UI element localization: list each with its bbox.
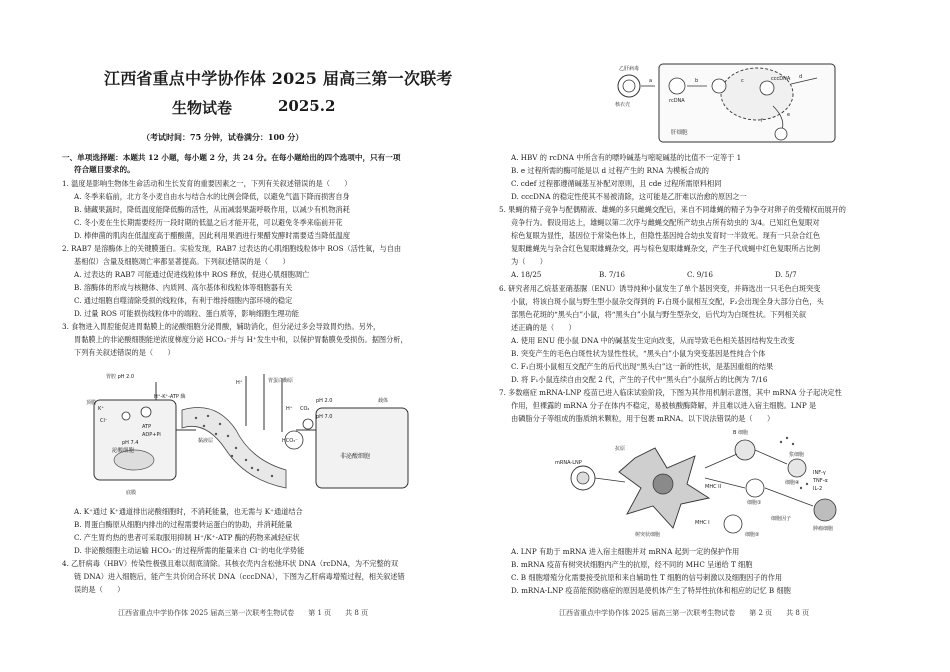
label-acid-cell: 泌酸细胞 bbox=[112, 448, 135, 454]
q1-option-c: C. 冬小麦在生长期需要经历一段时期的低温之后才能开花，可以避免冬季来临前开花 bbox=[74, 218, 343, 227]
q5-stem-cont: 竞争行为。假设用达上，雄蝇以第二次序与雌蝇交配所产幼虫占所有幼虫的 3/4。已知红色复眼对 bbox=[511, 218, 820, 227]
label-il2: IL-2 bbox=[813, 486, 823, 492]
label-rcdna: rcDNA bbox=[669, 98, 685, 104]
label-nucleocapsid: 核衣壳 bbox=[615, 102, 631, 108]
footer-page-2: 江西省重点中学协作体 2025 届高三第一次联考生物试卷 第 2 页 共 8 页 bbox=[559, 609, 810, 617]
q6-option-a: A. 使用 ENU 使小鼠 DNA 中的碱基发生定向改变，从而导致毛色相关基因结构发生改变 bbox=[511, 336, 795, 345]
label-step-a: a bbox=[649, 78, 653, 84]
label-carrier: 载体 bbox=[378, 398, 389, 404]
label-k: K⁺ bbox=[98, 406, 104, 412]
q5-option-c: C. 9/16 bbox=[687, 270, 713, 279]
label-cell1: 细胞① bbox=[747, 500, 762, 506]
label-co2: CO₂ bbox=[300, 406, 310, 412]
label-hco3: HCO₃⁻ bbox=[282, 438, 298, 444]
q2-option-c: C. 通过细胞自噬清除受损的线粒体，有利于维持细胞内部环境的稳定 bbox=[74, 296, 293, 305]
label-cl: Cl⁻ bbox=[100, 418, 108, 424]
section-heading: 一、单项选择题：本题共 12 小题，每小题 2 分，共 24 分。在每小题给出的四个选项中，只有一项 bbox=[62, 153, 401, 162]
q3-option-b: B. 胃蛋白酶原从细胞内排出的过程需要转运蛋白的协助，并消耗能量 bbox=[74, 520, 293, 529]
stomach-cell-figure bbox=[86, 370, 422, 498]
label-ph7: pH 7.0 bbox=[316, 414, 333, 420]
q5-stem-cont4: 为（ ） bbox=[511, 257, 547, 266]
q4-option-c: C. cdef 过程都遵循碱基互补配对原则，且 cde 过程所需原料相同 bbox=[511, 179, 722, 188]
label-cell2: 细胞② bbox=[745, 532, 760, 538]
q4-option-d: D. cccDNA 的稳定性使其不易被清除，这可能是乙肝难以治愈的原因之一 bbox=[511, 192, 747, 201]
label-ph2: pH 2.0 bbox=[316, 398, 333, 404]
label-pepsinogen: 胃蛋白酶原 bbox=[268, 378, 294, 384]
q3-option-a: A. K⁺通过 K⁺通道排出泌酸细胞时，不消耗能量，也无需与 K⁺通道结合 bbox=[74, 507, 303, 516]
q4-stem-cont2: 误的是（ ） bbox=[74, 585, 125, 594]
label-b-cell: B 细胞 bbox=[733, 430, 749, 436]
label-apical: 顶膜 bbox=[86, 400, 97, 406]
q4-option-a: A. HBV 的 rcDNA 中所含有的嘌呤碱基与嘧啶碱基的比值不一定等于 1 bbox=[511, 153, 742, 162]
q7-option-d: D. mRNA-LNP 疫苗能预防癌症的原因是使机体产生了特异性抗体和相应的记忆 B 细胞 bbox=[511, 586, 791, 595]
label-step-f: f bbox=[761, 118, 763, 124]
label-step-e: e bbox=[787, 112, 791, 118]
exam-info: （考试时间：75 分钟，试卷满分：100 分） bbox=[142, 132, 304, 142]
label-cytokine: 细胞因子 bbox=[771, 516, 792, 522]
label-step-d: d bbox=[799, 74, 803, 80]
q6-stem-cont2: 部黑色花斑的“黑头白”小鼠，将“黑头白”小鼠与野生型杂交，后代均为白斑性状。下列相关叙 bbox=[511, 310, 807, 319]
q6-option-d: D. 将 F₁小鼠连续自由交配 2 代，产生的子代中“黑头白”小鼠所占的比例为 7/16 bbox=[511, 375, 768, 384]
q1-stem: 1. 温度是影响生物体生命活动和生长发育的重要因素之一，下列有关叙述错误的是（ ） bbox=[62, 179, 352, 188]
q1-option-b: B. 储藏果蔬时，降低温度能降低酶的活性，从而减弱果蔬呼吸作用，以减少有机物消耗 bbox=[74, 205, 350, 214]
q4-stem-cont: 链 DNA）进入细胞后，能产生共价闭合环状 DNA（cccDNA），下图为乙肝病毒增殖过程，相关叙述错 bbox=[74, 572, 405, 581]
label-hbv: 乙肝病毒 bbox=[619, 66, 640, 72]
label-hepatocyte: 肝细胞 bbox=[671, 130, 688, 136]
q7-option-c: C. B 细胞增殖分化需要接受抗原和来自辅助性 T 细胞的信号刺激以及细胞因子的作用 bbox=[511, 573, 783, 582]
label-adp: ADP+Pi bbox=[142, 432, 161, 438]
label-cell4: 细胞④ bbox=[785, 480, 800, 486]
q1-option-d: D. 棒伸菌的肌肉在低温度高于醋酸菌，因此利用果酒进行果醋发酵时需要适当降低温度 bbox=[74, 231, 351, 240]
label-plasma: 浆细胞 bbox=[789, 452, 805, 458]
label-mrna-lnp: mRNA-LNP bbox=[555, 460, 582, 466]
q2-stem: 2. RAB7 是溶酶体上的关键膜蛋白。实验发现，RAB7 过表达的心肌细胞线粒体中 ROS（活性氧，与自由 bbox=[62, 244, 402, 253]
exam-subject: 生物试卷 bbox=[172, 99, 233, 117]
q7-option-a: A. LNP 有助于 mRNA 进入宿主细胞并对 mRNA 起到一定的保护作用 bbox=[511, 547, 740, 556]
label-atp: ATP bbox=[142, 424, 152, 430]
q6-stem-cont3: 述正确的是（ ） bbox=[511, 323, 576, 332]
q2-option-d: D. 过量 ROS 可能损伤线粒体中的端粒、蛋白质等，影响细胞生理功能 bbox=[74, 309, 299, 318]
q2-option-a: A. 过表达的 RAB7 可能通过促进线粒体中 ROS 释放，促进心肌细胞凋亡 bbox=[74, 270, 310, 279]
label-antigen: 抗原 bbox=[615, 446, 626, 452]
label-dendritic: 树突状细胞 bbox=[635, 532, 661, 538]
exam-date: 2025.2 bbox=[278, 97, 336, 115]
q3-stem-cont: 胃黏膜上的非泌酸细胞能逆浓度梯度分泌 HCO₃⁻并与 H⁺发生中和，以保护胃黏膜免受损伤。据图分析， bbox=[74, 335, 408, 344]
q6-option-c: C. F₁白斑小鼠相互交配产生的后代出现“黑头白”这一新的性状，是基因重组的结果 bbox=[511, 362, 774, 371]
q5-option-d: D. 5/7 bbox=[775, 270, 797, 279]
q5-stem: 5. 果蝇的精子竞争与配偶精液、雄蝇的多只雌蝇交配后，来自不同雄蝇的精子为争夺对卵子的受精权而展开的 bbox=[499, 205, 846, 214]
page-2 bbox=[475, 0, 950, 672]
q5-stem-cont2: 棕色复眼为显性，基因位于常染色体上，但隐性基因纯合幼虫发育时一半致死。现有一只杂合红色 bbox=[511, 231, 821, 240]
label-tumor: 肿瘤细胞 bbox=[813, 526, 834, 532]
label-mhc1: MHC I bbox=[695, 520, 710, 526]
q6-stem: 6. 研究者用乙烷基亚硝基脲（ENU）诱导纯种小鼠发生了单个基因突变，并筛选出一只毛色白斑突变 bbox=[499, 284, 821, 293]
q6-stem-cont: 小鼠，将该白斑小鼠与野生型小鼠杂交得到的 F₁白斑小鼠相互交配，F₂会出现全身大部分白色，头 bbox=[511, 297, 824, 306]
q5-stem-cont3: 复眼雌蝇先与杂合红色复眼雄蝇杂交，再与棕色复眼雄蝇杂交，产生子代成蝇中红色复眼所占比例 bbox=[511, 244, 821, 253]
label-ph74: pH 7.4 bbox=[122, 440, 139, 446]
q5-option-a: A. 18/25 bbox=[511, 270, 542, 279]
label-nonacid-cell: 非泌酸细胞 bbox=[340, 453, 371, 460]
label-step-c: c bbox=[741, 78, 744, 84]
q6-option-b: B. 突变产生的毛色白斑性状为显性性状，“黑头白”小鼠为突变基因是性纯合个体 bbox=[511, 349, 766, 358]
q3-stem-cont2: 下列有关叙述错误的是（ ） bbox=[74, 348, 175, 357]
label-h2: H⁺ bbox=[286, 406, 293, 412]
label-basal: 底膜 bbox=[126, 490, 137, 496]
label-h: H⁺ bbox=[236, 380, 243, 386]
q4-stem: 4. 乙肝病毒（HBV）传染性极强且难以彻底清除。其核衣壳内含松弛环状 DNA（rcDNA，为不完整的双 bbox=[62, 559, 399, 568]
vaccine-mechanism-figure bbox=[555, 428, 855, 538]
footer-page-1: 江西省重点中学协作体 2025 届高三第一次联考生物试卷 第 1 页 共 8 页 bbox=[118, 609, 369, 617]
q3-option-d: D. 非泌酸细胞主动运输 HCO₃⁻的过程所需的能量来自 Cl⁻的电化学势能 bbox=[74, 546, 305, 555]
q4-option-b: B. e 过程所需的酶可能是以 d 过程产生的 RNA 为模板合成的 bbox=[511, 166, 709, 175]
label-pump: H⁺-K⁺-ATP 酶 bbox=[154, 394, 186, 400]
hbv-cycle-figure bbox=[611, 60, 851, 146]
label-cccdna: cccDNA bbox=[771, 76, 791, 82]
q5-option-b: B. 7/16 bbox=[599, 270, 625, 279]
label-mhc2: MHC II bbox=[705, 484, 722, 490]
label-infg: INF-γ bbox=[813, 470, 826, 476]
q7-stem-cont2: 由磷脂分子等组成的脂质纳米颗粒，用于包裹 mRNA。以下说法错误的是（ ） bbox=[511, 414, 775, 423]
label-mucus: 黏液层 bbox=[198, 438, 214, 444]
exam-title: 江西省重点中学协作体 2025 届高三第一次联考 bbox=[104, 69, 453, 88]
section-heading-cont: 符合题目要求的。 bbox=[74, 165, 135, 174]
label-tnfa: TNF-α bbox=[813, 478, 828, 484]
label-step-b: b bbox=[695, 78, 699, 84]
q7-stem-cont: 作用，但裸露的 mRNA 分子在体内不稳定，易被核酸酶降解，并且难以进入宿主细胞。LNP 是 bbox=[511, 401, 817, 410]
q7-stem: 7. 多数癌症 mRNA-LNP 疫苗已进入临床试验阶段，下图为其作用机制示意图，其中 mRNA 分子起决定性 bbox=[499, 388, 842, 397]
q3-option-c: C. 产生胃灼热的患者可采取服用抑制 H⁺/K⁺-ATP 酶的药物来减轻症状 bbox=[74, 533, 300, 542]
q1-option-a: A. 冬季来临前，北方冬小麦自由水与结合水的比例会降低，以避免气温下降而损害自身 bbox=[74, 192, 350, 201]
q7-option-b: B. mRNA 疫苗有树突状细胞内产生的抗原，经不同的 MHC 呈递给 T 细胞 bbox=[511, 560, 753, 569]
q2-stem-cont: 基相似）含量及细胞凋亡率都显著提高。下列叙述错误的是（ ） bbox=[74, 257, 290, 266]
q2-option-b: B. 溶酶体的形成与核糖体、内质网、高尔基体和线粒体等细胞器有关 bbox=[74, 283, 293, 292]
label-lumen-ph: 胃腔 pH 2.0 bbox=[106, 374, 135, 380]
q3-stem: 3. 食物进入胃腔能促进胃黏膜上的泌酸细胞分泌胃酸，辅助消化，但分泌过多会导致胃灼热。另外， bbox=[62, 322, 381, 331]
